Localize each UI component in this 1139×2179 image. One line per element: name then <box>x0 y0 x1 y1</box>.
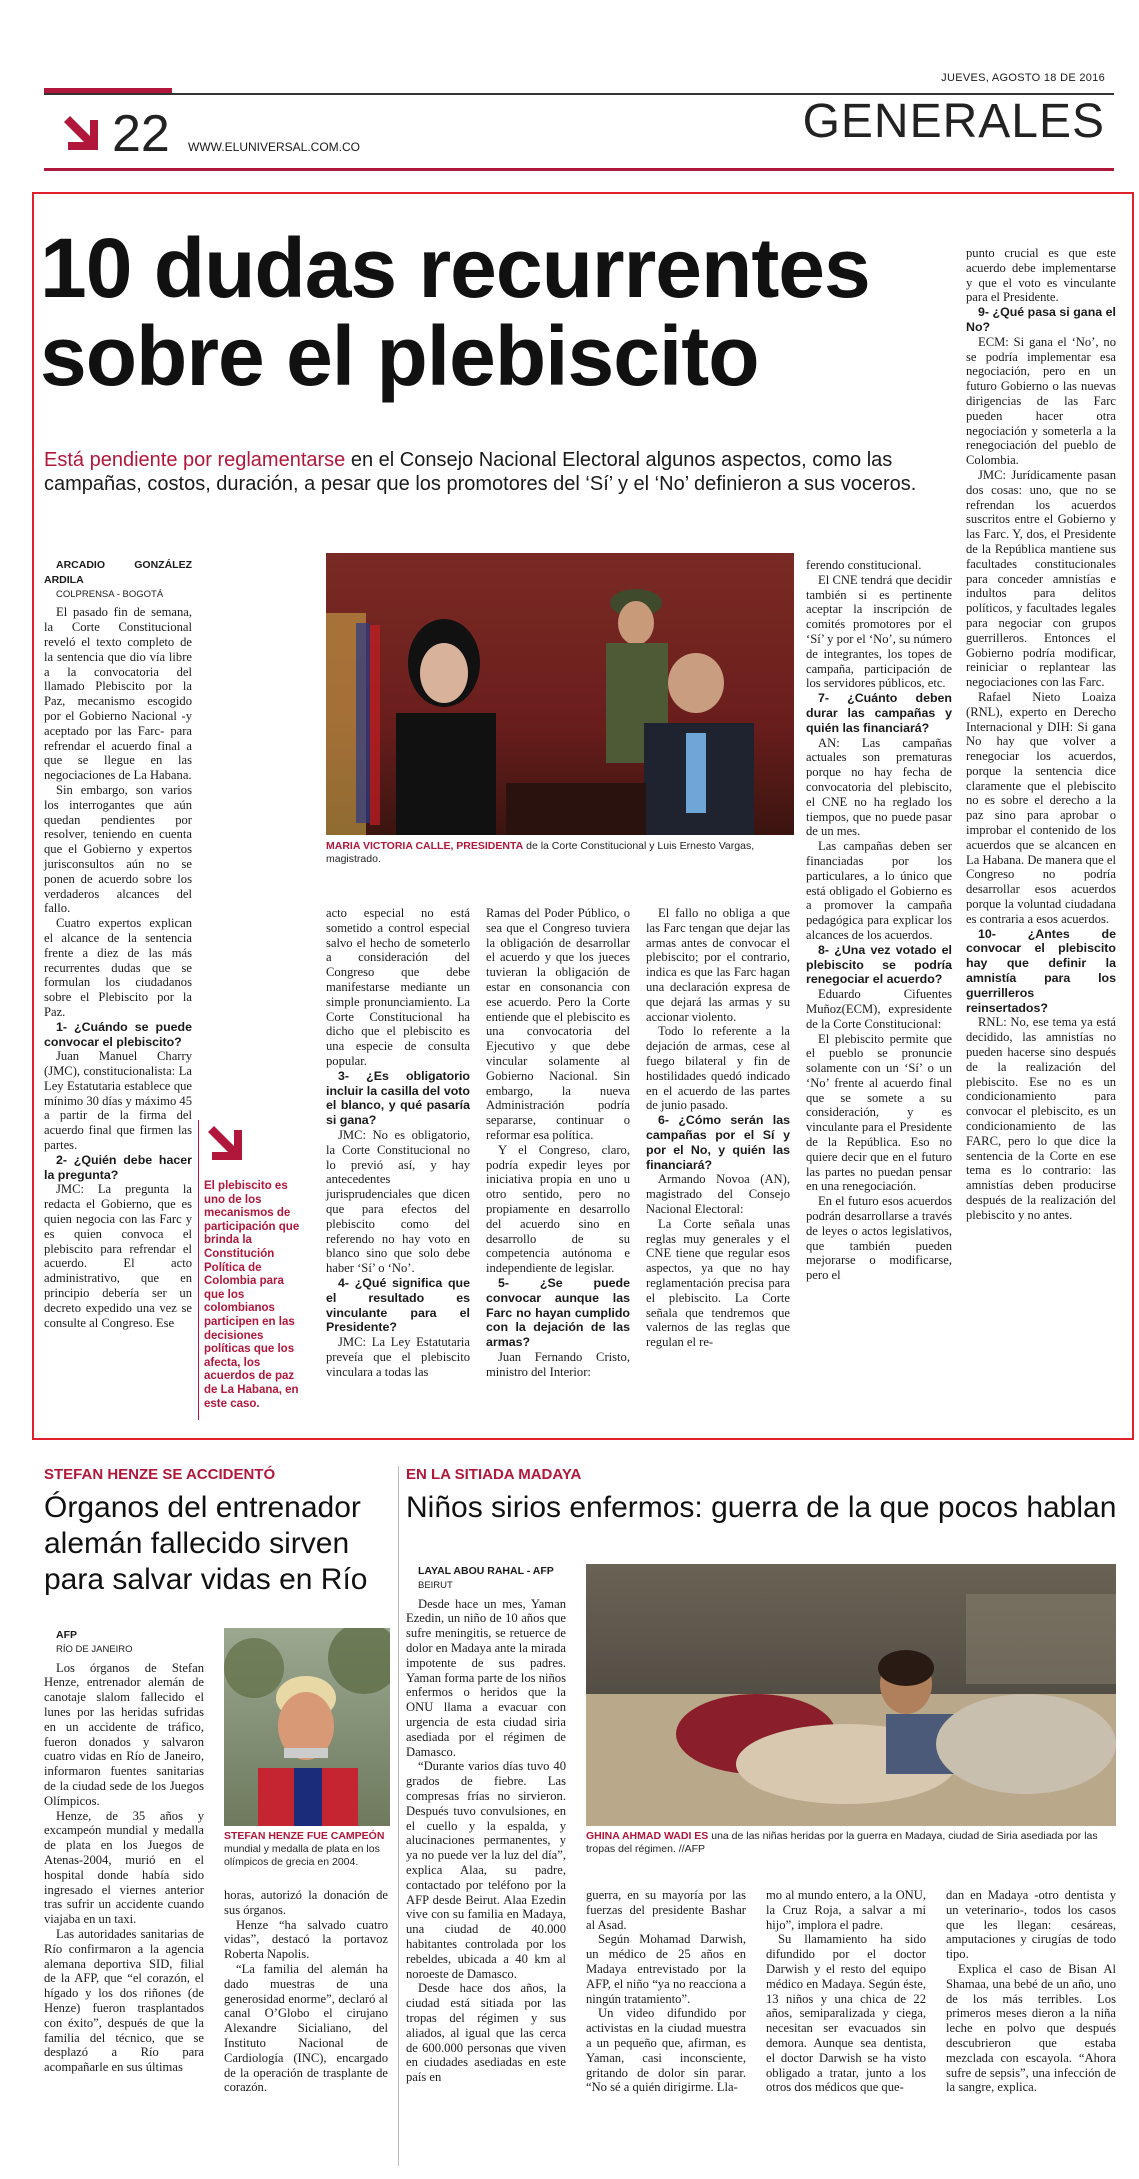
question-heading: 5- ¿Se puede convocar aunque las Farc no hayan cumplido con la dejación de las armas? <box>486 1275 630 1350</box>
article3-caption-text: una de las niñas heridas por la guerra en Madaya, ciudad de Siria asediada por las tropas del régimen. //AFP <box>586 1830 1098 1855</box>
article3-place: BEIRUT <box>418 1579 453 1591</box>
paragraph: El fallo no obliga a que las Farc tengan que dejar las armas antes de convocar el plebiscito; por el contrario, indica es que las Farc hagan una declaración expresa de que dejará las armas y su accionar violento. <box>646 906 790 1024</box>
paragraph: Desde hace dos años, la ciudad está sitiada por las tropas del régimen y sus aliados, al igual que las cerca de 600.000 personas que viven en ciudades asediadas en este país en <box>406 1981 566 2085</box>
paragraph: El plebiscito permite que el pueblo se pronuncie solamente con un ‘Sí’ o un ‘No’ frente al acuerdo final que se somete a su consideración, y es vinculante para el Presidente de la República. Eso no quiere decir que en el futuro las partes no puedan pensar en una renegociación. <box>806 1031 952 1194</box>
article2-caption-name: STEFAN HENZE FUE CAMPEÓN <box>224 1830 385 1842</box>
article2-column-a <box>44 1628 204 2075</box>
page-number: 22 <box>112 105 170 163</box>
paragraph: En el futuro esos acuerdos podrán desarrollarse a través de leyes o actos legislativos, que también pueden mejorarse o modificarse, pero el <box>806 1194 952 1283</box>
article3-headline: Niños sirios enfermos: guerra de la que pocos hablan <box>406 1491 1117 1524</box>
paragraph: ECM: Si gana el ‘No’, no se podría implementar esa negociación, pero en un futuro Gobierno o las nuevas dirigencias de las Farc pueden hacer otra negociación y someterla a la renegociación del pueblo de Colombia. <box>966 334 1116 468</box>
paragraph: Y el Congreso, claro, podría expedir leyes por iniciativa propia en uno u otro sentido, pero no propiamente en desarrollo del acuerdo sino en desarrollo de su competencia autónoma e independiente de legislar. <box>486 1142 630 1276</box>
main-deck <box>44 448 974 496</box>
website-url[interactable]: WWW.ELUNIVERSAL.COM.CO <box>188 140 361 154</box>
article3-column-b <box>586 1888 746 2095</box>
paragraph: Un video difundido por activistas en la ciudad muestra a un pequeño que, afirman, es Yaman, casi inconsciente, gritando de dolor sin parar. “No sé a quién dirigirme. Lla- <box>586 2006 746 2095</box>
question-heading: 7- ¿Cuánto deben durar las campañas y quién las financiará? <box>806 691 952 735</box>
sidebar-arrow-icon <box>204 1122 250 1168</box>
paragraph: JMC: La Ley Estatutaria preveía que el plebiscito vinculara a todas las <box>326 1335 470 1379</box>
main-column-4 <box>646 906 790 1350</box>
main-column-3 <box>486 906 630 1380</box>
paragraph: La Corte señala unas reglas muy generales y el CNE tiene que regular esos aspectos, ya que no hay reglamentación precisa para el plebiscito. La Corte señala que tendremos que valernos de las reglas que regulan el re- <box>646 1216 790 1350</box>
paragraph: Las autoridades sanitarias de Río confirmaron a la agencia alemana deportiva SID, filial de la AFP, que “el corazón, el hígado y los dos riñones (de Henze) fueron trasplantados con éxito”, después de que la familia del técnico, que se desplazó a Río para acompañarle en sus últimas <box>44 1926 204 2075</box>
paragraph: JMC: No es obligatorio, la Corte Constitucional no lo previó así, y hay antecedentes jurisprudenciales que dicen que para efectos del plebiscito como del referendo no hay voto en blanco sino que solo debe haber ‘Sí’ o ‘No’. <box>326 1127 470 1276</box>
paragraph: Armando Novoa (AN), magistrado del Consejo Nacional Electoral: <box>646 1172 790 1216</box>
article2-caption-text: mundial y medalla de plata en los olímpicos de grecia en 2004. <box>224 1843 380 1868</box>
paragraph: Su llamamiento ha sido difundido por el doctor Darwish y el resto del equipo médico en Madaya. Según éste, 13 niños y una chica de 22 años, semiparalizada y ciega, necesitan ser evacuados sin demora. Aunque sea dentista, el doctor Darwish se ha visto obligado a tratar, junto a los otros dos médicos que que- <box>766 1932 926 2095</box>
main-byline-place: COLPRENSA - BOGOTÁ <box>56 588 164 600</box>
paragraph: horas, autorizó la donación de sus órganos. <box>224 1888 388 1917</box>
paragraph: Explica el caso de Bisan Al Shamaa, una bebé de un año, uno de los más terribles. Los primeros meses dieron a la niña leche en polvo que después descubrieron que estaba mezclada con escayola. “Ahora sufre de sepsis”, una infección de la sangre, explica. <box>946 1961 1116 2095</box>
main-photo-caption <box>326 840 794 866</box>
deck-highlight: Está pendiente por reglamentarse <box>44 449 346 471</box>
article3-byline: LAYAL ABOU RAHAL - AFP <box>418 1565 554 1577</box>
article3-column-c <box>766 1888 926 2095</box>
article3-caption-name: GHINA AHMAD WADI ES <box>586 1830 709 1842</box>
article2-photo-caption <box>224 1830 392 1869</box>
question-heading: 2- ¿Quién debe hacer la pregunta? <box>44 1152 192 1182</box>
main-photo <box>326 553 794 835</box>
article2-byline: AFP <box>56 1629 77 1641</box>
paragraph: acto especial no está sometido a control especial salvo el hecho de someterlo a consideración del Congreso que debe manifestarse mediante un simple pronunciamiento. La Corte Constitucional ha dicho que el plebiscito es una especie de consulta popular. <box>326 906 470 1068</box>
main-headline-line2: sobre el plebiscito <box>40 309 759 403</box>
issue-date: JUEVES, AGOSTO 18 DE 2016 <box>941 72 1105 84</box>
main-headline-line1: 10 dudas recurrentes <box>40 221 870 315</box>
article3-column-a <box>406 1564 566 2085</box>
article2-headline: Órganos del entrenador alemán fallecido sirven para salvar vidas en Río <box>44 1491 368 1596</box>
article3-column-d <box>946 1888 1116 2095</box>
main-column-6 <box>966 246 1116 1223</box>
paragraph: Ramas del Poder Público, o sea que el Congreso tuviera la obligación de desarrollar el acuerdo y que los jueces tuvieran la obligación de estar en consonancia con ese acuerdo. Pero la Corte entiende que el plebiscito es una convocatoria del Ejecutivo y que debe vincular solamente al Gobierno Nacional. Sin embargo, la nueva Administración podría separarse, continuar o reformar esa política. <box>486 906 630 1142</box>
article3-photo <box>586 1564 1116 1826</box>
main-byline: ARCADIO GONZÁLEZ ARDILA <box>44 559 192 586</box>
paragraph: El CNE tendrá que decidir también si es pertinente aceptar la inscripción de comités promotores por el ‘Sí’ y por el ‘No’, su número de integrantes, los topes de campaña, participación de los servidores públicos, etc. <box>806 572 952 691</box>
main-column-1 <box>44 558 192 1330</box>
question-heading: 1- ¿Cuándo se puede convocar el plebiscito? <box>44 1019 192 1049</box>
paragraph: El pasado fin de semana, la Corte Constitucional reveló el texto completo de la sentencia que dio vía libre a la convocatoria del llamado Plebiscito por la Paz, mecanismo escogido por el Gobierno Nacional -y aceptado por las Farc- para refrendar el acuerdo final a que se llegue en las negociaciones de La Habana. <box>44 605 192 783</box>
question-heading: 3- ¿Es obligatorio incluir la casilla del voto el blanco, y qué pasaría si gana? <box>326 1068 470 1128</box>
main-column-5 <box>806 558 952 1283</box>
paragraph: Eduardo Cifuentes Muñoz(ECM), expresidente de la Corte Constitucional: <box>806 987 952 1031</box>
paragraph: AN: Las campañas actuales son prematuras porque no hay fecha de convocatoria del plebiscito, el CNE no ha reglado los tiempos, que no puede pasar de un mes. <box>806 735 952 839</box>
paragraph: Todo lo referente a la dejación de armas, cese al fuego bilateral y fin de hostilidades quedó indicado en el acuerdo de las partes de junio pasado. <box>646 1024 790 1113</box>
article3-kicker: EN LA SITIADA MADAYA <box>406 1466 582 1483</box>
paragraph: Desde hace un mes, Yaman Ezedin, un niño de 10 años que sufre meningitis, se retuerce de dolor en Madaya ante la mirada impotente de sus padres. Yaman forma parte de los niños enfermos o heridos que la ONU llama a evacuar con urgencia de esta ciudad siria asediada por el régimen de Damasco. <box>406 1596 566 1759</box>
article2-place: RÍO DE JANEIRO <box>56 1643 133 1655</box>
main-column-2 <box>326 906 470 1380</box>
paragraph: ferendo constitucional. <box>806 558 922 572</box>
paragraph: Rafael Nieto Loaiza (RNL), experto en Derecho Internacional y DIH: Si gana No hay que volver a renegociar los acuerdos, porque la sentencia dice claramente que el plebiscito no es sobre el derecho a la paz sino para aprobar o improbar el contenido de los acuerdos que se alcancen en La Habana. De manera que el Congreso no podría desarrollar esos acuerdos porque la voluntad ciudadana es contraria a esos acuerdos. <box>966 689 1116 926</box>
masthead-bottom-rule-red <box>44 168 1114 171</box>
paragraph: JMC: Jurídicamente pasan dos cosas: uno, que no se refrendan los acuerdos suscritos entre el Gobierno y las Farc. Y, dos, el Presidente de la República mantiene sus facultades constitucionales para conceder amnistías e indultos para delitos políticos, y facultades legales para negociar con grupos guerrilleros. Entonces el Gobierno podría modificar, reiniciar o replantear las negociaciones con las Farc. <box>966 467 1116 690</box>
paragraph: Los órganos de Stefan Henze, entrenador alemán de canotaje slalom fallecido el lunes por las heridas sufridas en un accidente de tráfico, fueron donados y salvaron cuatro vidas en Río de Janeiro, informaron fuentes sanitarias de la ciudad sede de los Juegos Olímpicos. <box>44 1660 204 1808</box>
article-divider <box>398 1466 399 2166</box>
question-heading: 6- ¿Cómo serán las campañas por el Sí y por el No, y quién las financiará? <box>646 1113 790 1172</box>
sidebar-note: El plebiscito es uno de los mecanismos de participación que brinda la Constitución Política de Colombia para que los colombianos participen en las decisiones políticas que los afecta, los acuerdos de paz de La Habana, en este caso. <box>204 1180 300 1410</box>
article2-kicker: STEFAN HENZE SE ACCIDENTÓ <box>44 1466 276 1483</box>
paragraph: punto crucial es que este acuerdo debe implementarse y que el voto es vinculante para el Presidente. <box>966 246 1116 305</box>
paragraph: dan en Madaya -otro dentista y un veterinario-, todos los casos que les llegan: cesáreas, amputaciones y cirugías de todo tipo. <box>946 1888 1116 1962</box>
paragraph: Cuatro expertos explican el alcance de la sentencia frente a diez de las más recurrentes dudas que se formulan los ciudadanos sobre el Plebiscito por la Paz. <box>44 916 192 1019</box>
masthead <box>0 0 1139 180</box>
paragraph: RNL: No, ese tema ya está decidido, las amnistías no pueden hacerse sino después de la realización del plebiscito. Ese no es un condicionamiento para convocar el plebiscito, es un condicionamiento de las FARC, pero lo que dice la sentencia de la Corte en ese tema es lo contrario: las amnistías deben producirse después de la realización del plebiscito y no antes. <box>966 1015 1116 1222</box>
deck-text: en el Consejo Nacional Electoral algunos aspectos, como las campañas, costos, duración, a pesar que los promotores del ‘Sí’ y el ‘No’ definieron a sus voceros. <box>44 449 917 495</box>
paragraph: “La familia del alemán ha dado muestras de una generosidad enorme”, declaró al canal O’Globo el cirujano Alexandre Sicialiano, del Instituto Nacional de Cardiología (INC), encargado de la operación de trasplante de corazón. <box>224 1961 388 2095</box>
paragraph: Henze “ha salvado cuatro vidas”, destacó la portavoz Roberta Napolis. <box>224 1917 388 1962</box>
question-heading: 10- ¿Antes de convocar el plebiscito hay que definir la amnistía para los guerrilleros reinsertados? <box>966 926 1116 1015</box>
paragraph: Según Mohamad Darwish, un médico de 25 años en Madaya entrevistado por la AFP, el niño “ya no reacciona a ningún tratamiento”. <box>586 1932 746 2006</box>
question-heading: 9- ¿Qué pasa si gana el No? <box>966 305 1116 334</box>
paragraph: “Durante varios días tuvo 40 grados de fiebre. Las compresas frías no sirvieron. Después tuvo convulsiones, en el cuello y la espalda, y alucinaciones permanentes, y ya no puede ver la luz del día”, explica Alaa, su padre, contactado por teléfono por la AFP desde Beirut. Alaa Ezedin vive con su familia en Madaya, una ciudad de 40.000 habitantes controlada por los rebeldes, ubicada a 40 km al noroeste de Damasco. <box>406 1759 566 1981</box>
section-title: GENERALES <box>802 95 1105 148</box>
main-photo-caption-text: de la Corte Constitucional y Luis Ernesto Vargas, magistrado. <box>326 840 755 865</box>
paragraph: Juan Fernando Cristo, ministro del Interior: <box>486 1349 630 1379</box>
arrow-down-right-icon <box>60 112 106 158</box>
question-heading: 4- ¿Qué significa que el resultado es vinculante para el Presidente? <box>326 1275 470 1335</box>
sidebar-divider <box>198 1120 199 1420</box>
main-photo-caption-name: MARIA VICTORIA CALLE, PRESIDENTA <box>326 840 524 852</box>
article2-column-b <box>224 1888 388 2095</box>
main-column-1-body <box>44 605 192 1330</box>
main-headline <box>40 221 870 403</box>
paragraph: JMC: La pregunta la redacta el Gobierno, que es quien negocia con las Farc y es quien convoca el plebiscito para refrendar el acuerdo. El acto administrativo, que en principio debería ser un decreto expedido una vez se consulte al Congreso. Ese <box>44 1182 192 1330</box>
article2-photo <box>224 1628 390 1826</box>
question-heading: 8- ¿Una vez votado el plebiscito se podría renegociar el acuerdo? <box>806 942 952 987</box>
paragraph: Las campañas deben ser financiadas por los particulares, a lo único que está obligado el Gobierno es a promover la campaña pedagógica para explicar los alcances de los acuerdos. <box>806 839 952 942</box>
article3-photo-caption <box>586 1830 1116 1856</box>
paragraph: Sin embargo, son varios los interrogantes que aún quedan pendientes por resolver, teniendo en cuenta que el Gobierno y expertos jurisconsultos aún no se ponen de acuerdo sobre los verdaderos alcances del fallo. <box>44 782 192 916</box>
paragraph: Juan Manuel Charry (JMC), constitucionalista: La Ley Estatutaria establece que mínimo 30 días y máximo 45 a partir de la firma del acuerdo final que firmen las partes. <box>44 1049 192 1153</box>
paragraph: Henze, de 35 años y excampeón mundial y medalla de plata en los Juegos de Atenas-2004, murió en el hospital donde había sido ingresado el viernes anterior tras sufrir un accidente cuando viajaba en un taxi. <box>44 1808 204 1927</box>
paragraph: guerra, en su mayoría por las fuerzas del presidente Bashar al Asad. <box>586 1888 746 1932</box>
paragraph: mo al mundo entero, a la ONU, la Cruz Roja, a salvar a mi hijo”, implora el padre. <box>766 1888 926 1932</box>
